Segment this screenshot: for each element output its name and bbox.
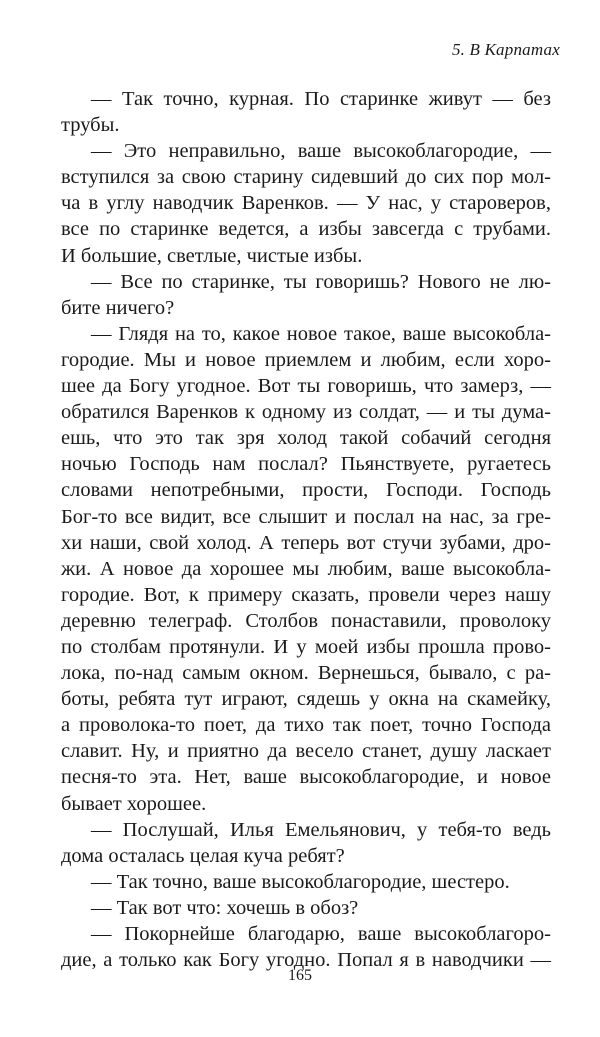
text-line: лока, по-над самым окном. Вернешься, бывало, с ра- xyxy=(61,662,551,685)
text-line: ешь, что это так зря холод такой собачий сегодня xyxy=(61,427,551,450)
text-line: — Все по старинке, ты говоришь? Нового не лю- xyxy=(91,270,551,293)
text-line: — Так точно, курная. По старинке живут — без xyxy=(91,88,551,110)
text-line: шее да Богу угодное. Вот ты говоришь, что замерз, — xyxy=(61,375,551,398)
text-line: городие. Вот, к примеру сказать, провели через нашу xyxy=(61,583,551,606)
text-line: славит. Ну, и приятно да весело станет, душу ласкает xyxy=(61,740,551,763)
text-line: бывает хорошее. xyxy=(61,792,207,815)
body-text xyxy=(61,86,551,973)
page-number: 165 xyxy=(288,967,312,984)
text-line: трубы. xyxy=(61,114,120,137)
text-line: — Глядя на то, какое новое такое, ваше высокобла- xyxy=(91,322,551,345)
text-line: городие. Мы и новое приемлем и любим, если хоро- xyxy=(61,348,551,371)
text-line: — Это неправильно, ваше высокоблагородие, — xyxy=(91,140,551,163)
text-line: ча в углу наводчик Варенков. — У нас, у староверов, xyxy=(61,192,551,215)
text-line: Бог-то все видит, все слышит и послал на нас, за гре- xyxy=(61,505,551,528)
text-line: обратился Варенков к одному из солдат, — и ты дума- xyxy=(61,401,551,424)
text-line: жи. А новое да хорошее мы любим, ваше высокобла- xyxy=(61,557,551,580)
text-line: все по старинке ведется, а избы завсегда с трубами. xyxy=(61,218,551,241)
text-line: бите ничего? xyxy=(61,296,175,319)
text-line: песня-то эта. Нет, ваше высокоблагородие, и новое xyxy=(61,766,551,789)
text-line: хи наши, свой холод. А теперь вот стучи зубами, дро- xyxy=(61,531,551,554)
text-line: — Так вот что: хочешь в обоз? xyxy=(91,896,359,919)
text-line: — Так точно, ваше высокоблагородие, шестеро. xyxy=(91,870,510,893)
text-line: — Покорнейше благодарю, ваше высокоблагоро- xyxy=(91,923,551,945)
text-line: дома осталась целая куча ребят? xyxy=(61,844,345,867)
text-line: ночью Господь нам послал? Пьянствуете, ругаетесь xyxy=(61,453,551,476)
text-line: боты, ребята тут играют, сядешь у окна на скамейку, xyxy=(61,688,551,711)
text-line: по столбам протянули. И у моей избы прошла прово- xyxy=(61,635,551,658)
text-line: дие, а только как Богу угодно. Попал я в наводчики — xyxy=(61,949,551,972)
running-header: 5. В Карпатах xyxy=(451,40,560,59)
text-line: словами непотребными, прости, Господи. Господь xyxy=(61,479,551,502)
text-line: деревню телеграф. Столбов понаставили, проволоку xyxy=(61,609,551,632)
text-line: И большие, светлые, чистые избы. xyxy=(61,244,363,267)
text-line: вступился за свою старину сидевший до сих пор мол- xyxy=(61,166,551,189)
text-line: а проволока-то поет, да тихо так поет, точно Господа xyxy=(61,714,551,737)
text-line: — Послушай, Илья Емельянович, у тебя-то ведь xyxy=(91,818,551,841)
